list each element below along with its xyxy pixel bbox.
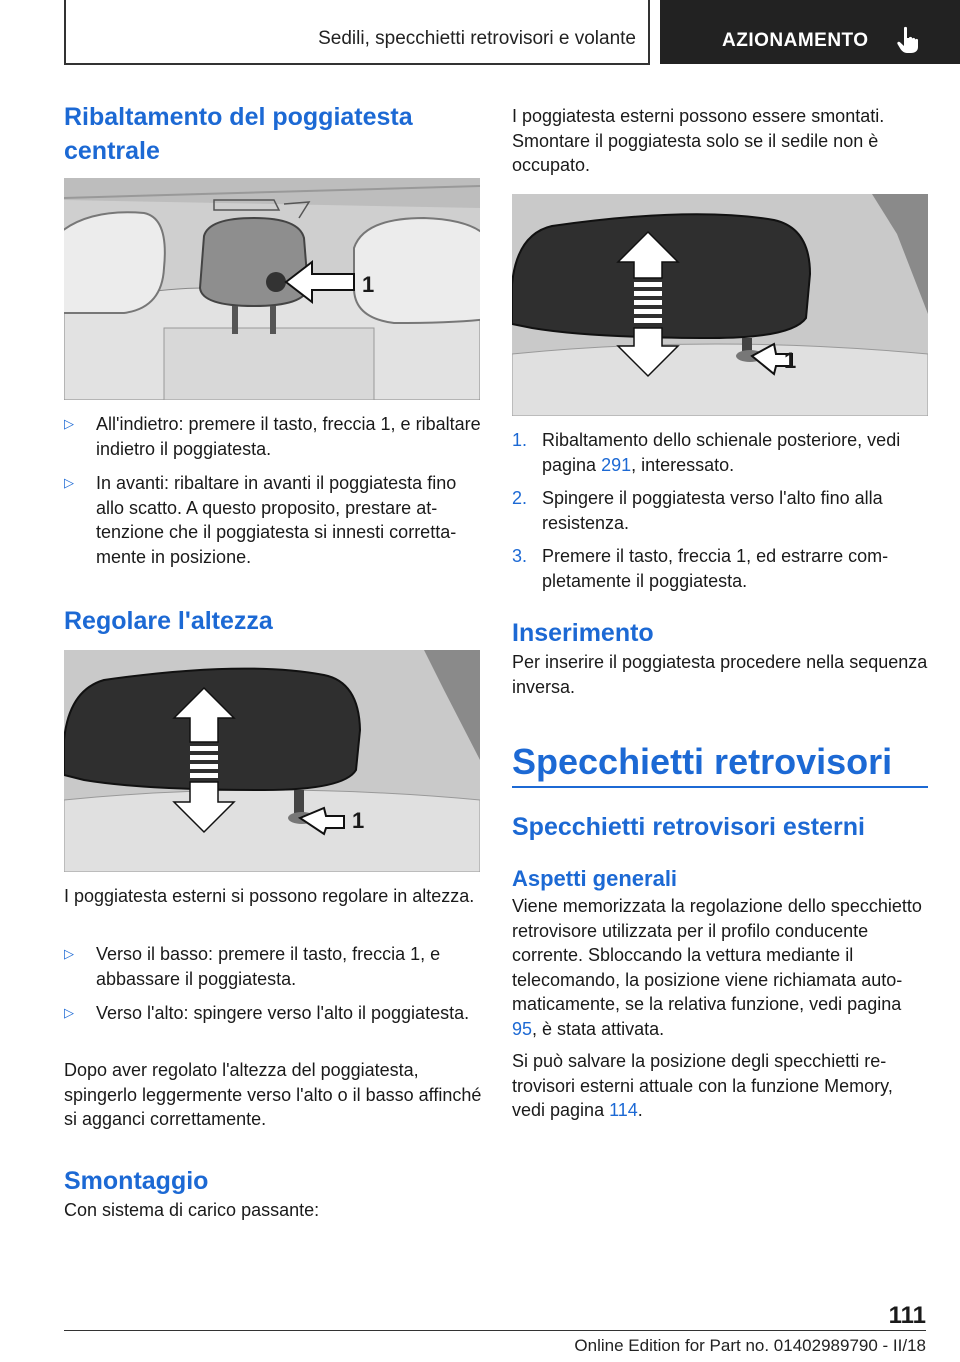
figure-callout-1: 1: [362, 272, 375, 297]
header-chapter-tab: [660, 0, 960, 64]
paragraph: Si può salvare la posizione degli specchietti retrovisori esterni attuale con la funzione Memory, vedi pagina 114.: [512, 1051, 893, 1120]
header-section-title: Sedili, specchietti retrovisori e volante: [318, 28, 636, 49]
figure-callout-1: 1: [352, 808, 365, 833]
edition-note: Online Edition for Part no. 01402989790 - II/18: [574, 1336, 926, 1355]
pointing-hand-icon: [896, 26, 920, 54]
header-border-divider: [648, 0, 650, 64]
text-regolare: [64, 884, 482, 909]
page-link-114[interactable]: 114: [609, 1100, 638, 1120]
list-item: 1. Ribaltamento dello schienale posteriore, vedi pagina 291, interessato.: [512, 430, 901, 475]
triangle-bullet-icon: ▷: [64, 475, 74, 490]
triangle-bullet-icon: ▷: [64, 946, 74, 961]
paragraph: I poggiatesta esterni possono essere smontati. Smontare il poggiatesta solo se il sedile non è occupato.: [512, 106, 885, 175]
step-number: 2.: [512, 488, 528, 508]
figure-headrest-removal: [512, 194, 928, 416]
step-number: 1.: [512, 430, 528, 450]
heading-smontaggio: Smontaggio: [64, 1167, 209, 1195]
text-intro: [512, 104, 930, 178]
page-link-95[interactable]: 95: [512, 1018, 533, 1039]
paragraph: Per inserire il poggiatesta procedere nella sequenza inversa.: [512, 652, 928, 697]
bullets-ribaltamento: [64, 412, 482, 579]
triangle-bullet-icon: ▷: [64, 416, 74, 431]
list-item: ▷ In avanti: ribaltare in avanti il poggiatesta fino allo scatto. A questo proposito, prestare attenzione che il poggiatesta si innesti correttamente in posizione.: [64, 473, 457, 567]
heading-ribaltamento: Ribaltamento del poggiatesta centrale: [64, 103, 413, 165]
section-smontaggio: [64, 1164, 482, 1223]
header-chapter-label: AZIONAMENTO: [722, 30, 869, 51]
bullets-regolare: [64, 942, 482, 1036]
figure-callout-1: 1: [784, 348, 797, 373]
heading-specchietti-esterni: Specchietti retrovisori esterni: [512, 813, 865, 841]
header-border-bottom: [64, 63, 650, 65]
footer-rule: [64, 1330, 926, 1331]
heading-underline: [512, 786, 928, 788]
steps-smontaggio: [512, 428, 930, 602]
section-inserimento: [512, 616, 930, 699]
list-item: ▷ Verso l'alto: spingere verso l'alto il poggiatesta.: [64, 1001, 482, 1026]
paragraph: I poggiatesta esterni si possono regolare in altezza.: [64, 886, 475, 906]
left-column: [64, 100, 482, 168]
text-dopo: [64, 1058, 482, 1132]
paragraph: Viene memorizzata la regolazione dello specchietto retrovisore utilizzata per il profilo conducente corrente. Sbloccando la vettura mediante il telecomando, la posizione viene richiamata automaticamente, se la relativa funzione, vedi pagina 95, è stata attivata.: [512, 896, 922, 1039]
section-specchietti: [512, 740, 930, 784]
paragraph: Con sistema di carico passante:: [64, 1200, 320, 1220]
paragraph: Dopo aver regolato l'altezza del poggiatesta, spingerlo leggermente verso l'alto o il basso affinché si agganci correttamente.: [64, 1060, 482, 1129]
page-number: 111: [888, 1302, 926, 1329]
heading-specchietti-retrovisori: Specchietti retrovisori: [512, 741, 893, 782]
heading-regolare-altezza: Regolare l'altezza: [64, 607, 273, 635]
heading-aspetti-generali: Aspetti generali: [512, 866, 678, 891]
list-item: 2. Spingere il poggiatesta verso l'alto fino alla resistenza.: [512, 488, 883, 533]
heading-inserimento: Inserimento: [512, 619, 654, 647]
list-item: ▷ All'indietro: premere il tasto, freccia 1, e ribaltare indietro il poggiatesta.: [64, 414, 481, 459]
list-item: 3. Premere il tasto, freccia 1, ed estrarre completamente il poggiatesta.: [512, 546, 889, 591]
section-aspetti: [512, 864, 930, 1123]
step-number: 3.: [512, 546, 528, 566]
figure-headrest-height: [64, 650, 480, 872]
section-specchietti-esterni: [512, 810, 930, 844]
list-item: ▷ Verso il basso: premere il tasto, freccia 1, e abbassare il poggiatesta.: [64, 944, 441, 989]
page-link-291[interactable]: 291: [601, 454, 632, 475]
section-regolare: [64, 604, 482, 638]
triangle-bullet-icon: ▷: [64, 1005, 74, 1020]
figure-headrest-fold: [64, 178, 480, 400]
